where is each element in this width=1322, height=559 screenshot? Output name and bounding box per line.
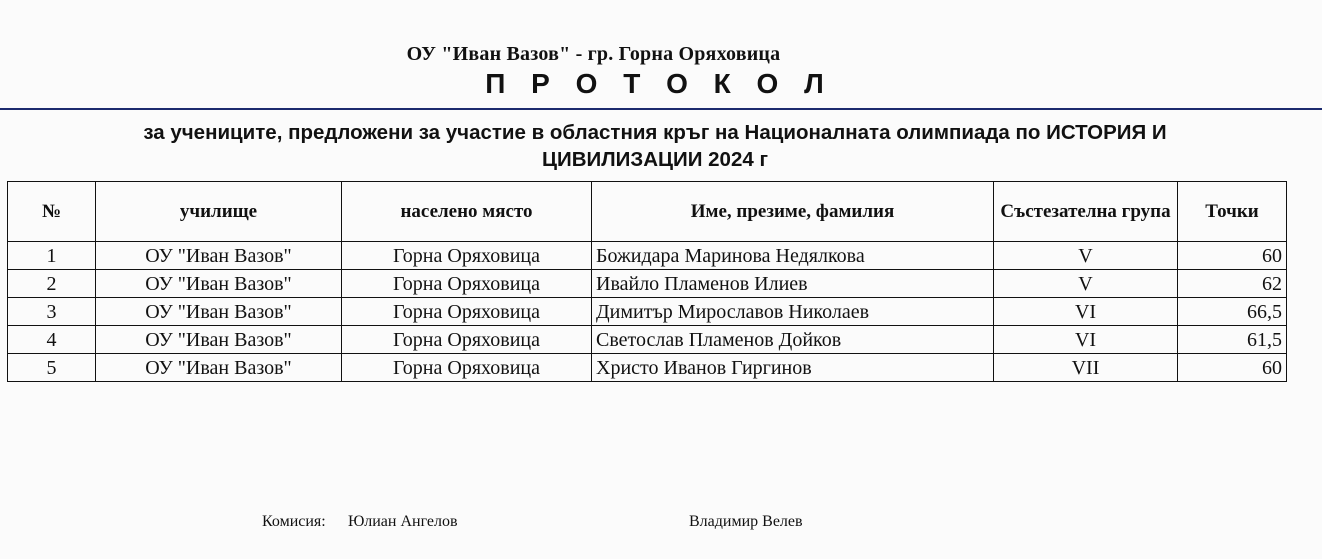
subtitle-line-1: за учениците, предложени за участие в областния кръг на Националната олимпиада по ИСТОРИЯ И <box>143 121 1167 144</box>
cell-points: 60 <box>1178 354 1287 382</box>
table-row <box>8 298 1287 326</box>
document-title: П Р О Т О К О Л <box>485 68 833 99</box>
cell-name: Ивайло Пламенов Илиев <box>592 270 994 298</box>
header-divider <box>0 108 1322 110</box>
cell-name: Божидара Маринова Недялкова <box>592 242 994 270</box>
cell-school: ОУ "Иван Вазов" <box>96 354 342 382</box>
commission-member-1: Юлиан Ангелов <box>348 513 458 530</box>
cell-number: 4 <box>8 326 96 354</box>
commission-label: Комисия: <box>262 513 326 530</box>
school-header: ОУ "Иван Вазов" - гр. Горна Оряховица <box>406 43 781 65</box>
table-row <box>8 270 1287 298</box>
cell-group: VI <box>994 326 1178 354</box>
cell-place: Горна Оряховица <box>342 354 592 382</box>
cell-place: Горна Оряховица <box>342 326 592 354</box>
header-points: Точки <box>1178 182 1287 242</box>
cell-place: Горна Оряховица <box>342 242 592 270</box>
table-row <box>8 242 1287 270</box>
table-row <box>8 354 1287 382</box>
subtitle-line-2: ЦИВИЛИЗАЦИИ 2024 г <box>542 148 768 171</box>
cell-school: ОУ "Иван Вазов" <box>96 270 342 298</box>
header-number: № <box>8 182 96 242</box>
cell-number: 1 <box>8 242 96 270</box>
cell-name: Димитър Мирославов Николаев <box>592 298 994 326</box>
cell-group: VII <box>994 354 1178 382</box>
cell-name: Христо Иванов Гиргинов <box>592 354 994 382</box>
cell-group: VI <box>994 298 1178 326</box>
header-name: Име, презиме, фамилия <box>592 182 994 242</box>
cell-school: ОУ "Иван Вазов" <box>96 242 342 270</box>
cell-school: ОУ "Иван Вазов" <box>96 298 342 326</box>
header-group: Състезателна група <box>994 182 1178 242</box>
header-place: населено място <box>342 182 592 242</box>
cell-group: V <box>994 242 1178 270</box>
cell-group: V <box>994 270 1178 298</box>
commission-member-2: Владимир Велев <box>689 513 803 530</box>
document-subtitle <box>0 119 1310 173</box>
participants-table <box>7 181 1287 382</box>
cell-place: Горна Оряховица <box>342 298 592 326</box>
cell-points: 66,5 <box>1178 298 1287 326</box>
cell-school: ОУ "Иван Вазов" <box>96 326 342 354</box>
cell-name: Светослав Пламенов Дойков <box>592 326 994 354</box>
cell-place: Горна Оряховица <box>342 270 592 298</box>
cell-number: 3 <box>8 298 96 326</box>
table-header-row <box>8 182 1287 242</box>
cell-points: 62 <box>1178 270 1287 298</box>
cell-number: 2 <box>8 270 96 298</box>
cell-points: 60 <box>1178 242 1287 270</box>
cell-number: 5 <box>8 354 96 382</box>
header-school: училище <box>96 182 342 242</box>
table-row <box>8 326 1287 354</box>
cell-points: 61,5 <box>1178 326 1287 354</box>
